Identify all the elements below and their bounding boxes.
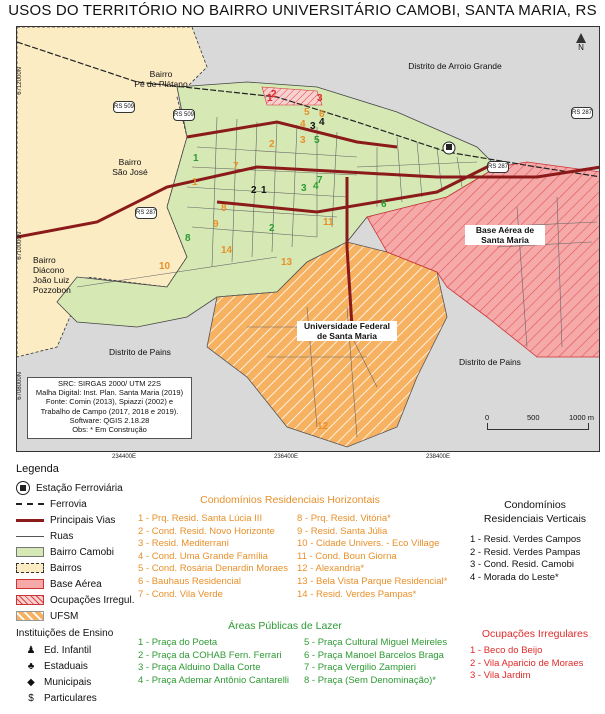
scale-tick-label: 500 bbox=[527, 413, 540, 422]
source-line: Trabalho de Campo (2017, 2018 e 2019). bbox=[40, 406, 179, 416]
leisure-area-marker: 1 bbox=[193, 153, 199, 164]
legend-label: Ruas bbox=[50, 530, 74, 542]
list-item: 6 - Praça Manoel Barcelos Braga bbox=[304, 649, 444, 661]
list-item: 6 - Bauhaus Residencial bbox=[138, 575, 241, 587]
horizontal-condo-marker: 9 bbox=[213, 219, 219, 230]
horizontal-condos-col1 bbox=[138, 513, 303, 601]
irregular-occupations-list bbox=[470, 645, 604, 683]
legend-item bbox=[16, 513, 115, 527]
infant-school-icon: ♟ bbox=[26, 644, 36, 656]
list-item: 5 - Praça Cultural Miguel Meireles bbox=[304, 637, 448, 648]
source-line: Malha Digital: Inst. Plan. Santa Maria (2019) bbox=[35, 388, 184, 398]
municipal-school-icon: ◆ bbox=[27, 676, 35, 688]
list-item: 5 - Cond. Rosária Denardin Moraes bbox=[138, 563, 288, 575]
list-item: 2 - Praça da COHAB Fern. Ferrari bbox=[138, 649, 282, 661]
scale-tick-label: 0 bbox=[485, 413, 490, 422]
source-line: Obs: * Em Construção bbox=[72, 425, 147, 435]
road-label: RS 287 bbox=[571, 107, 593, 119]
list-item: 1 - Praça do Poeta bbox=[138, 637, 218, 648]
legend-label: Ferrovia bbox=[50, 498, 87, 510]
bairro-label: Bairro Diácono João Luiz Pozzobon bbox=[33, 255, 71, 295]
street-line-icon bbox=[16, 536, 44, 537]
list-item: 7 - Praça Vergilio Zampieri bbox=[304, 662, 416, 674]
list-item: 9 - Resid. Santa Júlia bbox=[297, 525, 388, 537]
leisure-area-marker: 4 bbox=[313, 181, 319, 192]
legend-item bbox=[16, 561, 82, 575]
legend-title: Legenda bbox=[16, 463, 59, 475]
vertical-condos-list bbox=[470, 534, 604, 584]
legend-label: Bairro Camobi bbox=[50, 546, 114, 558]
list-item: 1 - Resid. Verdes Campos bbox=[470, 534, 581, 545]
road-label: RS 287 bbox=[135, 207, 157, 219]
map-source-box bbox=[27, 377, 192, 439]
legend-item bbox=[24, 643, 91, 657]
horizontal-condo-marker: 8 bbox=[221, 203, 227, 214]
horizontal-condo-marker: 14 bbox=[221, 245, 233, 256]
list-item: 3 - Cond. Resid. Camobi bbox=[470, 559, 575, 571]
legend-item bbox=[16, 529, 73, 543]
legend-label: Particulares bbox=[44, 692, 97, 704]
list-item: 4 - Morada do Leste* bbox=[470, 571, 559, 583]
private-school-icon: $ bbox=[28, 692, 34, 704]
source-line: SRC: SIRGAS 2000/ UTM 22S bbox=[58, 379, 161, 388]
list-item: 2 - Cond. Resid. Novo Horizonte bbox=[138, 525, 275, 537]
legend-label: Bairros bbox=[50, 562, 82, 574]
source-line: Software: QGIS 2.18.28 bbox=[69, 415, 150, 425]
list-item: 1 - Prq. Resid. Santa Lúcia III bbox=[138, 513, 263, 524]
list-item: 4 - Praça Ademar Antônio Cantarelli bbox=[138, 674, 290, 686]
horizontal-condo-marker: 11 bbox=[323, 217, 334, 228]
scale-bar bbox=[487, 423, 589, 430]
source-line: Fonte: Comin (2013), Spiazzi (2002) e bbox=[45, 397, 174, 407]
list-item: 3 - Praça Alduino Dalla Corte bbox=[138, 662, 261, 674]
legend-item bbox=[16, 609, 78, 623]
legend-item bbox=[24, 691, 97, 705]
legend-label: UFSM bbox=[50, 610, 79, 622]
leisure-areas-col2 bbox=[304, 637, 464, 687]
ufsm-label: Universidade Federal de Santa Maria bbox=[297, 321, 397, 341]
legend-label: Base Aérea bbox=[50, 578, 102, 590]
horizontal-condos-col2 bbox=[297, 513, 462, 601]
list-item: 14 - Resid. Verdes Pampas* bbox=[297, 588, 417, 600]
leisure-area-marker: 2 bbox=[269, 223, 275, 234]
base-aerea-swatch bbox=[16, 579, 44, 589]
road-label: RS 509 bbox=[173, 109, 195, 121]
horizontal-condo-marker: 7 bbox=[233, 161, 239, 172]
railway-line-icon bbox=[16, 503, 44, 505]
train-icon bbox=[16, 481, 30, 495]
horizontal-condo-marker: 5 bbox=[304, 107, 310, 118]
list-item: 3 - Resid. Mediterrani bbox=[138, 538, 229, 550]
road-label: RS 287 bbox=[487, 161, 509, 173]
vertical-condo-marker: 2 bbox=[251, 185, 257, 196]
leisure-area-marker: 8 bbox=[185, 233, 191, 244]
irregular-occupation-marker: 1 bbox=[267, 93, 273, 104]
irregular-occupation-marker: 3 bbox=[317, 93, 323, 104]
irregular-swatch bbox=[16, 595, 44, 605]
legend-item bbox=[16, 545, 114, 559]
list-item: 11 - Cond. Boun Giorna bbox=[297, 550, 397, 562]
main-road-line-icon bbox=[16, 519, 44, 522]
list-item: 2 - Vila Aparicio de Moraes bbox=[470, 657, 584, 669]
leisure-areas-col1 bbox=[138, 637, 303, 687]
leisure-area-marker: 5 bbox=[314, 135, 320, 146]
legend-label: Municipais bbox=[44, 676, 92, 688]
list-item: 10 - Cidade Univers. - Eco Village bbox=[297, 538, 440, 550]
leisure-area-marker: 7 bbox=[317, 175, 323, 186]
list-item: 2 - Resid. Verdes Pampas bbox=[470, 546, 581, 558]
y-coord-label: 6712000N bbox=[17, 67, 23, 95]
list-item: 7 - Cond. Vila Verde bbox=[138, 588, 223, 600]
list-item: 13 - Bela Vista Parque Residencial* bbox=[297, 575, 448, 587]
list-item: 8 - Prq. Resid. Vitória* bbox=[297, 513, 391, 524]
train-station-icon bbox=[443, 142, 455, 154]
institutions-title bbox=[16, 626, 113, 640]
bairro-label: Bairro Pé de Plátano bbox=[134, 69, 188, 89]
camobi-swatch bbox=[16, 547, 44, 557]
leisure-areas-title: Áreas Públicas de Lazer bbox=[228, 620, 342, 632]
list-item: 8 - Praça (Sem Denominação)* bbox=[304, 674, 436, 686]
irregular-occupations-title: Ocupações Irregulares bbox=[481, 628, 589, 640]
base-aerea-label: Base Aérea de Santa Maria bbox=[465, 225, 545, 245]
vertical-condo-marker: 4 bbox=[319, 117, 325, 128]
y-coord-label: 6710000N bbox=[17, 232, 23, 260]
horizontal-condo-marker: 12 bbox=[317, 421, 329, 432]
legend-label: Ocupações Irregul. bbox=[50, 594, 135, 606]
legend-item bbox=[16, 593, 135, 607]
horizontal-condos-title: Condomínios Residenciais Horizontais bbox=[200, 494, 380, 506]
district-label: Distrito de Pains bbox=[109, 347, 171, 357]
legend-subtitle: Instituições de Ensino bbox=[16, 627, 114, 639]
bairros-swatch bbox=[16, 563, 44, 573]
list-item: 3 - Vila Jardim bbox=[470, 670, 531, 682]
vertical-condos-title: Condomínios Residenciais Verticais bbox=[483, 499, 587, 525]
irregular-occupation-marker: 2 bbox=[271, 89, 277, 100]
state-school-icon: ♣ bbox=[27, 660, 35, 672]
bairro-label: Bairro São José bbox=[112, 157, 148, 177]
legend-item bbox=[24, 675, 91, 689]
legend-item bbox=[16, 577, 102, 591]
legend-item bbox=[24, 659, 88, 673]
vertical-condo-marker: 3 bbox=[310, 121, 316, 132]
legend-label: Estação Ferroviária bbox=[36, 482, 123, 494]
north-arrow-icon: N bbox=[573, 33, 589, 53]
map-title: USOS DO TERRITÓRIO NO BAIRRO UNIVERSITÁRIO CAMOBI, SANTA MARIA, RS bbox=[8, 2, 597, 19]
vertical-condo-marker: 1 bbox=[261, 185, 267, 196]
road-label: RS 509 bbox=[113, 101, 135, 113]
scale-tick-label: 1000 m bbox=[569, 413, 595, 422]
x-coord-label: 238400E bbox=[426, 454, 451, 460]
district-label: Distrito de Arroio Grande bbox=[408, 61, 502, 71]
horizontal-condo-marker: 10 bbox=[159, 261, 171, 272]
map-frame[interactable] bbox=[16, 26, 600, 452]
legend-label: Estaduais bbox=[44, 660, 88, 672]
x-coord-label: 234400E bbox=[112, 454, 137, 460]
ufsm-swatch bbox=[16, 611, 44, 621]
y-coord-label: 6708000N bbox=[17, 372, 23, 400]
horizontal-condo-marker: 4 bbox=[300, 119, 306, 130]
legend-item bbox=[16, 481, 123, 495]
legend-label: Principais Vias bbox=[50, 514, 116, 526]
x-coord-label: 236400E bbox=[274, 454, 299, 460]
district-label: Distrito de Pains bbox=[459, 357, 521, 367]
list-item: 4 - Cond. Uma Grande Família bbox=[138, 550, 268, 562]
legend-item bbox=[16, 497, 87, 511]
horizontal-condo-marker: 6 bbox=[319, 109, 325, 120]
horizontal-condo-marker: 1 bbox=[192, 177, 198, 188]
horizontal-condo-marker: 2 bbox=[269, 139, 275, 150]
horizontal-condo-marker: 13 bbox=[281, 257, 293, 268]
horizontal-condo-marker: 3 bbox=[300, 135, 306, 146]
leisure-area-marker: 3 bbox=[301, 183, 307, 194]
list-item: 12 - Alexandria* bbox=[297, 563, 365, 575]
leisure-area-marker: 6 bbox=[381, 199, 387, 210]
legend-label: Ed. Infantil bbox=[44, 644, 92, 656]
list-item: 1 - Beco do Beijo bbox=[470, 645, 543, 656]
